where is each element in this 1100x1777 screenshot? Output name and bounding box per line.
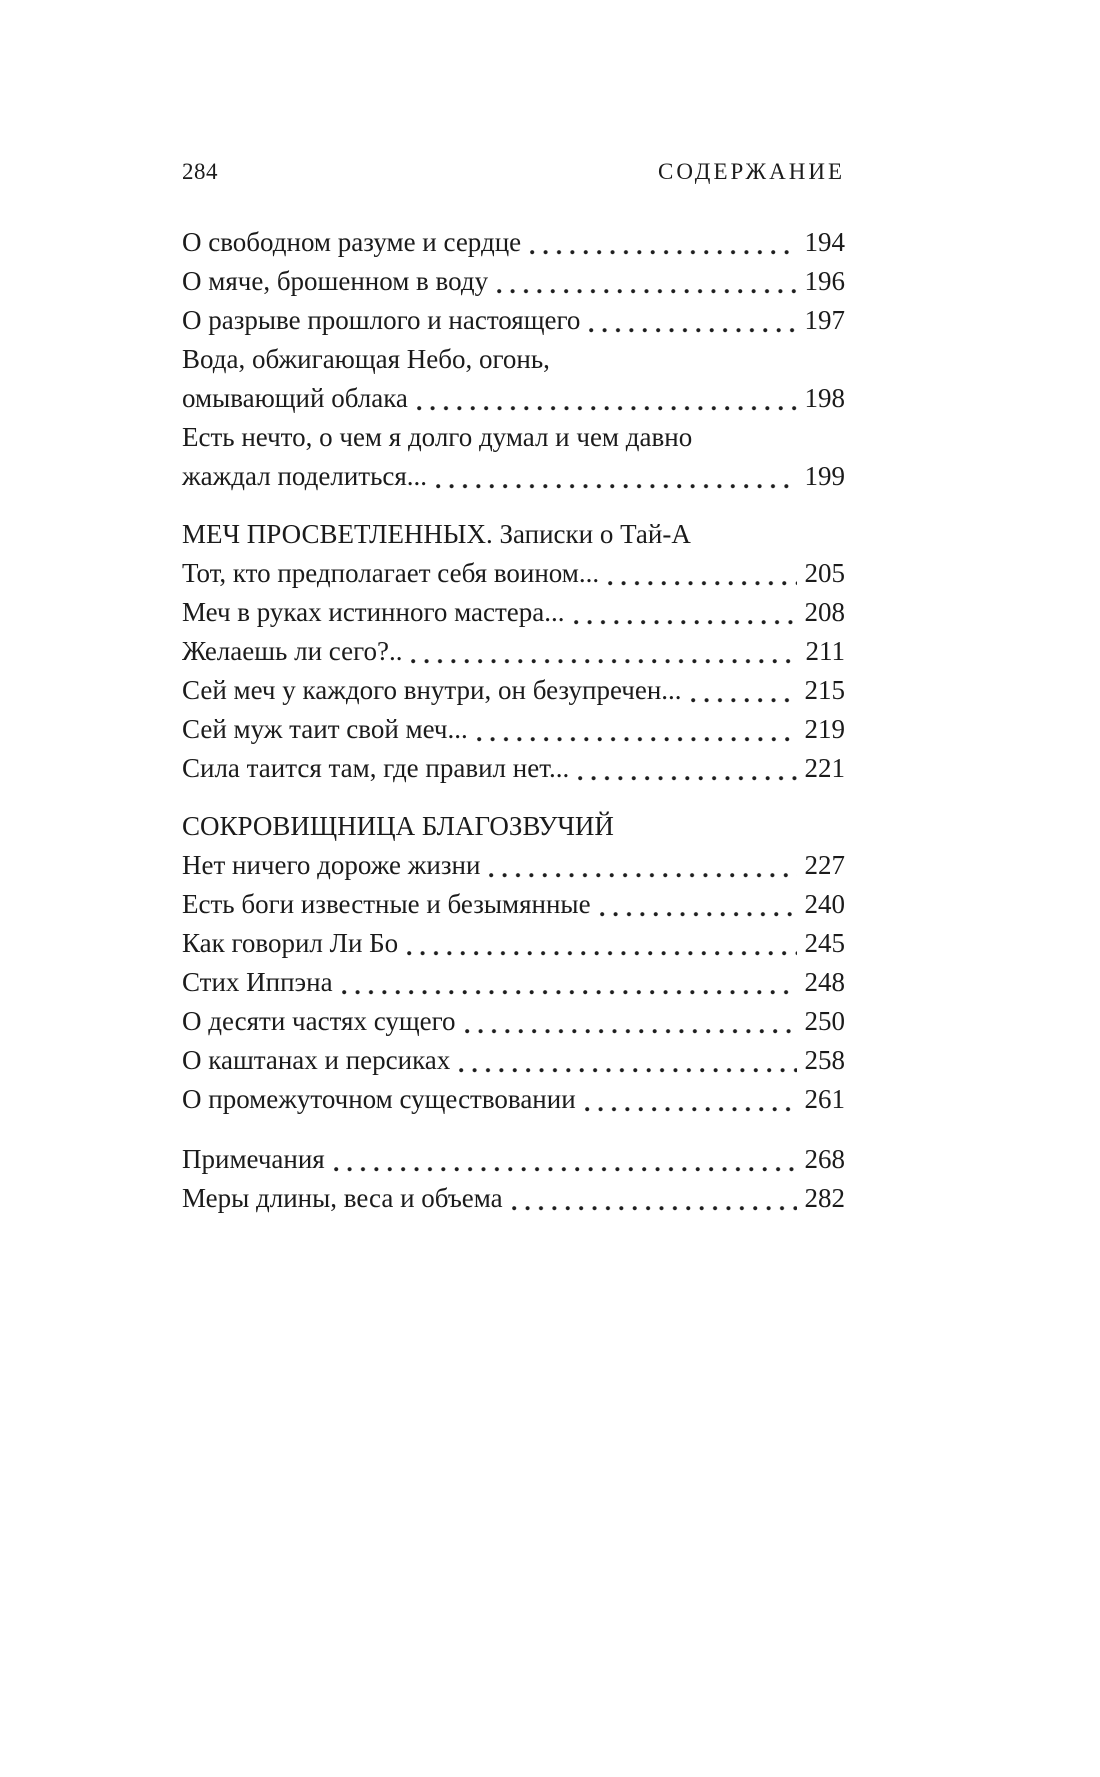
toc-entry-title: Есть нечто, о чем я долго думал и чем давно bbox=[182, 422, 693, 452]
toc-entry-page-number: 208 bbox=[804, 597, 845, 627]
table-of-contents bbox=[182, 223, 845, 1218]
dot-leader bbox=[691, 671, 797, 710]
page-folio-number: 284 bbox=[182, 159, 218, 184]
toc-entry-title: Сей меч у каждого внутри, он безупречен... bbox=[182, 675, 682, 705]
dot-leader bbox=[608, 554, 796, 593]
toc-entry-title: омывающий облака bbox=[182, 383, 408, 413]
toc-entry-page-number: 248 bbox=[804, 967, 845, 997]
toc-entry-row bbox=[182, 1041, 845, 1080]
toc-entry-row bbox=[182, 457, 845, 496]
toc-entry-row bbox=[182, 749, 845, 788]
toc-entry-row bbox=[182, 418, 845, 457]
dot-leader bbox=[600, 885, 797, 924]
toc-section-heading: МЕЧ ПРОСВЕТЛЕННЫХ. Записки о Тай-А bbox=[182, 519, 691, 549]
toc-entry-title: жаждал поделиться... bbox=[182, 461, 428, 491]
toc-entry-title: О каштанах и персиках bbox=[182, 1045, 451, 1075]
toc-entry-title: Есть боги известные и безымянные bbox=[182, 889, 591, 919]
running-title: СОДЕРЖАНИЕ bbox=[657, 159, 845, 184]
dot-leader bbox=[530, 223, 796, 262]
toc-entry-title: Меры длины, веса и объема bbox=[182, 1183, 503, 1213]
dot-leader bbox=[578, 749, 796, 788]
toc-entry-title: Сила таится там, где правил нет... bbox=[182, 753, 570, 783]
dot-leader bbox=[417, 379, 797, 418]
toc-entry-title: Сей муж таит свой меч... bbox=[182, 714, 468, 744]
toc-entry-title: Нет ничего дороже жизни bbox=[182, 850, 481, 880]
toc-entry-page-number: 240 bbox=[804, 889, 845, 919]
toc-entry-row bbox=[182, 671, 845, 710]
toc-entry-title: О десяти частях сущего bbox=[182, 1006, 456, 1036]
dot-leader bbox=[574, 593, 797, 632]
toc-entry-page-number: 282 bbox=[804, 1183, 845, 1213]
toc-entry-page-number: 199 bbox=[804, 461, 845, 491]
toc-entry-page-number: 205 bbox=[804, 558, 845, 588]
toc-entry-row bbox=[182, 554, 845, 593]
toc-entry-row bbox=[182, 1179, 845, 1218]
dot-leader bbox=[465, 1002, 797, 1041]
toc-group bbox=[182, 223, 845, 496]
toc-entry-row bbox=[182, 593, 845, 632]
toc-entry-title: Меч в руках истинного мастера... bbox=[182, 597, 565, 627]
toc-entry-page-number: 258 bbox=[804, 1045, 845, 1075]
toc-entry-row bbox=[182, 262, 845, 301]
toc-entry-page-number: 245 bbox=[804, 928, 845, 958]
toc-group bbox=[182, 515, 845, 788]
toc-entry-row bbox=[182, 924, 845, 963]
toc-entry-row bbox=[182, 1002, 845, 1041]
toc-entry-row bbox=[182, 301, 845, 340]
toc-entry-title: О свободном разуме и сердце bbox=[182, 227, 522, 257]
toc-entry-row bbox=[182, 632, 845, 671]
toc-entry-row bbox=[182, 963, 845, 1002]
toc-entry-page-number: 221 bbox=[804, 753, 845, 783]
toc-entry-title: О разрыве прошлого и настоящего bbox=[182, 305, 581, 335]
dot-leader bbox=[411, 632, 797, 671]
toc-group bbox=[182, 807, 845, 1119]
running-head bbox=[182, 158, 845, 186]
toc-entry-page-number: 268 bbox=[804, 1144, 845, 1174]
toc-entry-title: Стих Иппэна bbox=[182, 967, 333, 997]
toc-entry-row bbox=[182, 1080, 845, 1119]
toc-entry-page-number: 215 bbox=[804, 675, 845, 705]
dot-leader bbox=[334, 1140, 797, 1179]
toc-entry-row bbox=[182, 846, 845, 885]
toc-entry-page-number: 194 bbox=[804, 227, 845, 257]
dot-leader bbox=[342, 963, 797, 1002]
toc-entry-page-number: 198 bbox=[804, 383, 845, 413]
dot-leader bbox=[407, 924, 796, 963]
toc-group bbox=[182, 1140, 845, 1218]
dot-leader bbox=[489, 846, 796, 885]
toc-entry-page-number: 219 bbox=[804, 714, 845, 744]
dot-leader bbox=[459, 1041, 796, 1080]
toc-entry-page-number: 250 bbox=[804, 1006, 845, 1036]
toc-entry-title: Примечания bbox=[182, 1144, 325, 1174]
toc-entry-row bbox=[182, 1140, 845, 1179]
toc-entry-page-number: 227 bbox=[804, 850, 845, 880]
toc-entry-page-number: 261 bbox=[804, 1084, 845, 1114]
dot-leader bbox=[585, 1080, 797, 1119]
toc-entry-row bbox=[182, 223, 845, 262]
toc-entry-row bbox=[182, 885, 845, 924]
toc-entry-title: О мяче, брошенном в воду bbox=[182, 266, 489, 296]
toc-entry-page-number: 196 bbox=[804, 266, 845, 296]
toc-entry-row bbox=[182, 379, 845, 418]
toc-entry-title: Желаешь ли сего?.. bbox=[182, 636, 403, 666]
dot-leader bbox=[589, 301, 796, 340]
toc-entry-title: Как говорил Ли Бо bbox=[182, 928, 399, 958]
toc-entry-row bbox=[182, 710, 845, 749]
dot-leader bbox=[436, 457, 796, 496]
toc-entry-page-number: 197 bbox=[804, 305, 845, 335]
toc-entry-title: Тот, кто предполагает себя воином... bbox=[182, 558, 600, 588]
toc-entry-row bbox=[182, 340, 845, 379]
toc-entry-title: О промежуточном существовании bbox=[182, 1084, 576, 1114]
toc-section-heading: СОКРОВИЩНИЦА БЛАГОЗВУЧИЙ bbox=[182, 811, 614, 841]
toc-entry-page-number: 211 bbox=[805, 636, 845, 666]
dot-leader bbox=[512, 1179, 797, 1218]
dot-leader bbox=[497, 262, 796, 301]
toc-entry-title: Вода, обжигающая Небо, огонь, bbox=[182, 344, 550, 374]
dot-leader bbox=[477, 710, 797, 749]
